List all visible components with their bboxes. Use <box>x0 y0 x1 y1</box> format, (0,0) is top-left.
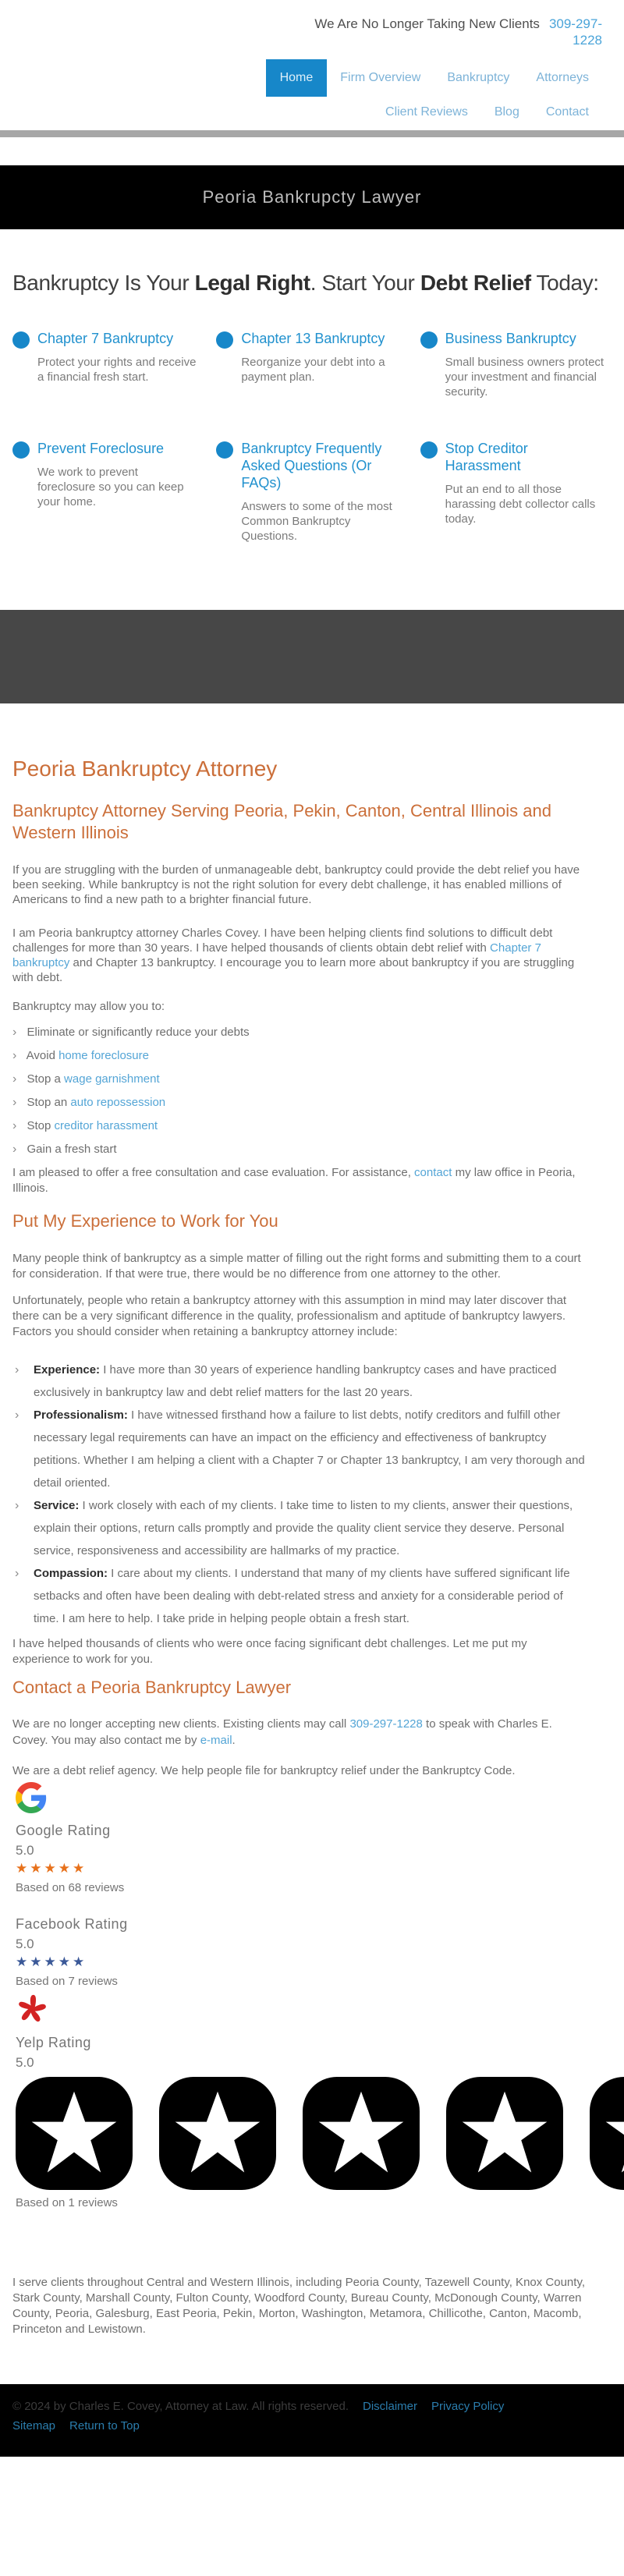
factor-item <box>12 1404 587 1494</box>
yelp-star-tile <box>303 2077 420 2190</box>
bullet-circle-icon <box>420 441 438 459</box>
benefit-text: Stop a wage garnishment <box>27 1072 160 1086</box>
star-icon <box>314 2088 409 2180</box>
chevron-right-icon: › <box>12 1049 17 1062</box>
factor-text: Compassion: I care about my clients. I understand that many of my clients have suffered significant life setbacks and often have been dealing with debt-related stress and anxiety for a considerable period of time. I am here to help. I take pride in helping people obtain a fresh start. <box>34 1567 570 1625</box>
facebook-review-count: Based on 7 reviews <box>16 1975 118 1988</box>
service-link[interactable]: Stop Creditor Harassment <box>445 441 528 473</box>
allow-intro: Bankruptcy may allow you to: <box>12 1000 165 1013</box>
benefit-item <box>12 1118 587 1133</box>
article <box>0 757 624 1779</box>
service-description: Answers to some of the most Common Bankruptcy Questions. <box>241 500 392 543</box>
factor-item <box>12 1562 587 1630</box>
nav-item[interactable]: Client Reviews <box>385 105 468 119</box>
factor-text: Experience: I have more than 30 years of experience handling bankruptcy cases and have practiced exclusively in bankruptcy law and debt relief matters for the last 20 years. <box>34 1363 557 1399</box>
bullet-circle-icon <box>216 441 233 459</box>
service-link[interactable]: Bankruptcy Frequently Asked Questions (Or FAQs) <box>241 441 382 491</box>
benefits-list <box>12 1025 587 1157</box>
contact-heading: Contact a Peoria Bankruptcy Lawyer <box>12 1678 292 1697</box>
nav-row-primary <box>266 59 602 97</box>
service-link[interactable]: Prevent Foreclosure <box>37 441 165 456</box>
service-description: Protect your rights and receive a financial fresh start. <box>37 356 197 384</box>
nav-item[interactable]: Bankruptcy <box>447 71 510 84</box>
benefit-text: Eliminate or significantly reduce your debts <box>27 1026 250 1039</box>
ratings-section <box>0 1782 624 2209</box>
footer-links-row1 <box>349 2400 504 2413</box>
facebook-rating-label: Facebook Rating <box>16 1916 128 1932</box>
chevron-right-icon: › <box>15 1567 20 1580</box>
yelp-star-tile <box>16 2077 133 2190</box>
factor-item <box>12 1359 587 1404</box>
nav-item[interactable]: Blog <box>494 105 519 119</box>
text-link[interactable]: 309-297-1228 <box>548 16 602 48</box>
nav-item[interactable]: Attorneys <box>536 71 589 84</box>
yelp-star-tile <box>590 2077 624 2190</box>
nav-item[interactable]: Contact <box>545 105 589 119</box>
page-banner <box>0 165 624 229</box>
benefit-text: Avoid home foreclosure <box>26 1049 149 1062</box>
chevron-right-icon: › <box>12 1119 17 1132</box>
service-body <box>37 440 197 544</box>
service-body <box>241 330 401 399</box>
benefit-text: Gain a fresh start <box>27 1143 117 1156</box>
service-link[interactable]: Chapter 7 Bankruptcy <box>37 331 174 346</box>
experience-paragraph-1: Many people think of bankruptcy as a simple matter of filling out the right forms and submitting them to a court for consideration. If that were true, there would be no difference from one attorney to the other. <box>12 1252 581 1281</box>
hero-headline: Bankruptcy Is Your Legal Right. Start Your Debt Relief Today: <box>12 271 599 295</box>
footer-link[interactable]: Disclaimer <box>363 2400 418 2413</box>
service-item <box>420 330 613 399</box>
service-link[interactable]: Business Bankruptcy <box>445 331 576 346</box>
chevron-right-icon: › <box>15 1499 20 1512</box>
text-link[interactable]: 309-297-1228 <box>349 1717 423 1731</box>
factors-list <box>12 1359 587 1630</box>
benefit-item <box>12 1025 587 1040</box>
google-rating-label: Google Rating <box>16 1823 111 1838</box>
footer-link[interactable]: Sitemap <box>12 2419 56 2432</box>
helped-paragraph: I have helped thousands of clients who were once facing significant debt challenges. Let me put my experience to work for you. <box>12 1637 527 1666</box>
service-item <box>12 440 205 544</box>
service-description: Reorganize your debt into a payment plan. <box>241 356 385 384</box>
benefit-item <box>12 1142 587 1157</box>
benefit-item <box>12 1048 587 1063</box>
chevron-right-icon: › <box>12 1026 17 1039</box>
services-grid <box>0 330 624 544</box>
benefit-text: Stop an auto repossession <box>27 1096 166 1109</box>
service-description: Put an end to all those harassing debt collector calls today. <box>445 483 596 526</box>
banner-title: Peoria Bankrupcty Lawyer <box>202 187 422 207</box>
text-link[interactable]: Chapter 7 bankruptcy <box>12 941 541 969</box>
text-link[interactable]: e-mail <box>200 1734 232 1747</box>
page-title: Peoria Bankruptcy Attorney <box>12 757 278 781</box>
factor-item <box>12 1494 587 1562</box>
star-icon <box>170 2088 265 2180</box>
nav-item[interactable]: Home <box>266 59 328 97</box>
video-placeholder[interactable] <box>0 610 624 703</box>
text-link[interactable]: creditor harassment <box>54 1119 158 1132</box>
footer-link[interactable]: Privacy Policy <box>431 2400 505 2413</box>
main-nav <box>12 59 602 120</box>
yelp-rating-score: 5.0 <box>16 2055 34 2070</box>
google-review-count: Based on 68 reviews <box>16 1881 125 1894</box>
benefit-item <box>12 1095 587 1110</box>
service-item <box>216 330 409 399</box>
yelp-rating-label: Yelp Rating <box>16 2035 91 2050</box>
intro-paragraph-1: If you are struggling with the burden of unmanageable debt, bankruptcy could provide the debt relief you have been seeking. While bankruptcy is not the right solution for every debt challenge, it has enabled millions of Americans to find a new path to a brighter financial future. <box>12 863 580 906</box>
chevron-right-icon: › <box>12 1096 17 1109</box>
google-rating-widget <box>16 1782 624 1894</box>
header-divider <box>0 130 624 137</box>
yelp-star-tile <box>159 2077 276 2190</box>
site-header <box>0 0 624 120</box>
facebook-stars: ★★★★★ <box>16 1954 87 1969</box>
site-footer <box>0 2384 624 2457</box>
footer-links-row2 <box>12 2416 612 2436</box>
contact-paragraph-2: We are a debt relief agency. We help people file for bankruptcy relief under the Bankruptcy Code. <box>12 1764 516 1777</box>
copyright-text: © 2024 by Charles E. Covey, Attorney at Law. All rights reserved. <box>12 2400 349 2413</box>
text-link[interactable]: contact <box>414 1166 452 1179</box>
service-item <box>420 440 613 544</box>
service-description: Small business owners protect your investment and financial security. <box>445 356 604 399</box>
chevron-right-icon: › <box>15 1363 20 1377</box>
text-link[interactable]: home foreclosure <box>58 1049 149 1062</box>
factor-text: Service: I work closely with each of my clients. I take time to listen to my clients, answer their questions, explain their options, return calls promptly and provide the quality client service they deserve. Personal service, responsiveness and accessibility are hallmarks of my practice. <box>34 1499 573 1557</box>
intro-paragraph-2: I am Peoria bankruptcy attorney Charles Covey. I have been helping clients find solutions to difficult debt challenges for more than 30 years. I have helped thousands of clients obtain debt relief with Chapter 7 bankruptcy and Chapter 13 bankruptcy. I encourage you to learn more about bankruptcy if you are struggling with debt. <box>12 927 575 984</box>
service-body <box>241 440 401 544</box>
yelp-rating-widget <box>16 1993 624 2209</box>
chevron-right-icon: › <box>12 1143 17 1156</box>
service-link[interactable]: Chapter 13 Bankruptcy <box>241 331 385 346</box>
chevron-right-icon: › <box>12 1072 17 1086</box>
google-rating-score: 5.0 <box>16 1843 34 1858</box>
service-description: We work to prevent foreclosure so you can keep your home. <box>37 466 184 508</box>
google-logo-icon <box>16 1782 47 1813</box>
facebook-rating-score: 5.0 <box>16 1936 34 1951</box>
yelp-big-stars-row <box>16 2077 624 2190</box>
factor-text: Professionalism: I have witnessed firsthand how a failure to list debts, notify creditors and fulfill other necessary legal requirements can have an impact on the efficiency and effectiveness of bankruptcy petitions. Whether I am helping a client with a Chapter 7 or Chapter 13 bankruptcy, I am very thorough and detail oriented. <box>34 1408 585 1490</box>
no-new-clients-notice: We Are No Longer Taking New Clients 309-297-1228 <box>314 16 602 48</box>
service-area-paragraph: I serve clients throughout Central and Western Illinois, including Peoria County, Tazewell County, Knox County, Stark County, Marshall County, Fulton County, Woodford County, Bureau County, McDonough County, Warren County, Peoria, Galesburg, East Peoria, Pekin, Morton, Washington, Metamora, Chillicothe, Canton, Macomb, Princeton and Lewistown. <box>12 2276 585 2336</box>
footer-link[interactable]: Return to Top <box>69 2419 140 2432</box>
bullet-circle-icon <box>12 331 30 349</box>
yelp-star-tile <box>446 2077 563 2190</box>
bullet-circle-icon <box>420 331 438 349</box>
service-body <box>445 330 605 399</box>
benefit-text: Stop creditor harassment <box>27 1119 158 1132</box>
page-subtitle: Bankruptcy Attorney Serving Peoria, Pekin, Canton, Central Illinois and Western Illinois <box>12 801 551 842</box>
service-body <box>37 330 197 399</box>
experience-heading: Put My Experience to Work for You <box>12 1211 278 1231</box>
star-icon <box>457 2088 552 2180</box>
star-icon <box>601 2088 624 2180</box>
service-item <box>216 440 409 544</box>
consultation-paragraph: I am pleased to offer a free consultation and case evaluation. For assistance, contact my law office in Peoria, Illinois. <box>12 1166 576 1195</box>
bullet-circle-icon <box>12 441 30 459</box>
bullet-circle-icon <box>216 331 233 349</box>
nav-item[interactable]: Firm Overview <box>340 71 421 84</box>
yelp-review-count: Based on 1 reviews <box>16 2196 118 2209</box>
facebook-rating-widget <box>16 1916 624 1988</box>
chevron-right-icon: › <box>15 1408 20 1422</box>
nav-row-secondary <box>372 105 602 120</box>
text-link[interactable]: auto repossession <box>70 1096 166 1109</box>
benefit-item <box>12 1072 587 1086</box>
experience-paragraph-2: Unfortunately, people who retain a bankruptcy attorney with this assumption in mind may later discover that there can be a very significant difference in the quality, professionalism and aptitude of bankruptcy lawyers. Factors you should consider when retaining a bankruptcy attorney include: <box>12 1294 567 1338</box>
contact-paragraph-1: We are no longer accepting new clients. Existing clients may call 309-297-1228 to speak with Charles E. Covey. You may also contact me by e-mail. <box>12 1717 552 1747</box>
service-body <box>445 440 605 544</box>
text-link[interactable]: wage garnishment <box>64 1072 160 1086</box>
yelp-logo-icon <box>16 1993 48 2025</box>
google-stars: ★★★★★ <box>16 1861 87 1876</box>
service-item <box>12 330 205 399</box>
star-icon <box>27 2088 122 2180</box>
